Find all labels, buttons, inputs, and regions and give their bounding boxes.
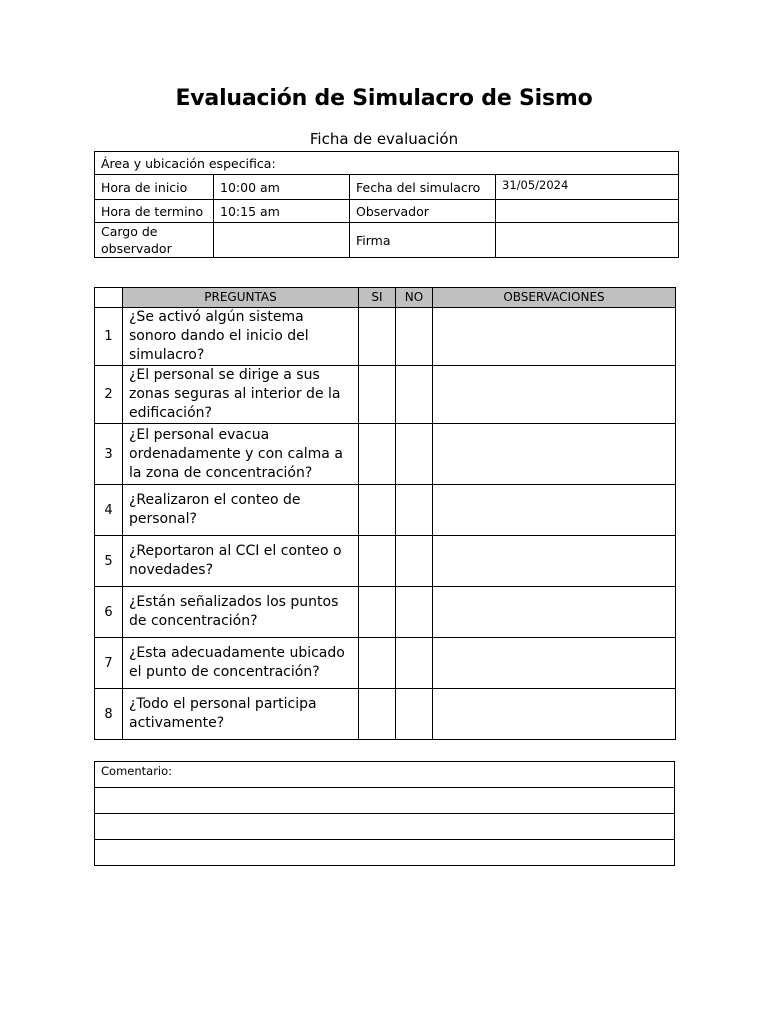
fecha-value[interactable]: 31/05/2024 xyxy=(496,175,679,200)
si-cell[interactable] xyxy=(359,424,396,485)
header-si: SI xyxy=(359,288,396,308)
question-text: ¿Reportaron al CCI el conteo o novedades? xyxy=(123,536,359,587)
question-number: 1 xyxy=(95,308,123,366)
observaciones-cell[interactable] xyxy=(433,366,676,424)
question-number: 7 xyxy=(95,638,123,689)
no-cell[interactable] xyxy=(396,689,433,740)
question-row xyxy=(95,366,676,424)
page-title: Evaluación de Simulacro de Sismo xyxy=(175,86,593,111)
observaciones-cell[interactable] xyxy=(433,638,676,689)
question-number: 2 xyxy=(95,366,123,424)
question-row xyxy=(95,485,676,536)
questions-table xyxy=(94,287,676,740)
observaciones-cell[interactable] xyxy=(433,536,676,587)
no-cell[interactable] xyxy=(396,485,433,536)
hora-termino-label: Hora de termino xyxy=(95,200,214,223)
question-text: ¿Todo el personal participa activamente? xyxy=(123,689,359,740)
firma-label: Firma xyxy=(350,223,496,258)
question-row xyxy=(95,308,676,366)
no-cell[interactable] xyxy=(396,536,433,587)
no-cell[interactable] xyxy=(396,587,433,638)
fecha-label: Fecha del simulacro xyxy=(350,175,496,200)
area-label: Área y ubicación especifica: xyxy=(95,152,679,175)
observaciones-cell[interactable] xyxy=(433,485,676,536)
question-text: ¿Realizaron el conteo de personal? xyxy=(123,485,359,536)
question-text: ¿Esta adecuadamente ubicado el punto de concentración? xyxy=(123,638,359,689)
question-number: 6 xyxy=(95,587,123,638)
observaciones-cell[interactable] xyxy=(433,689,676,740)
hora-inicio-label: Hora de inicio xyxy=(95,175,214,200)
no-cell[interactable] xyxy=(396,366,433,424)
question-number: 3 xyxy=(95,424,123,485)
cargo-value[interactable] xyxy=(214,223,350,258)
info-table xyxy=(94,151,679,258)
question-row xyxy=(95,638,676,689)
comment-label: Comentario: xyxy=(95,762,675,788)
observaciones-cell[interactable] xyxy=(433,308,676,366)
header-preguntas: PREGUNTAS xyxy=(123,288,359,308)
no-cell[interactable] xyxy=(396,424,433,485)
observaciones-cell[interactable] xyxy=(433,424,676,485)
question-row xyxy=(95,424,676,485)
question-row xyxy=(95,587,676,638)
question-text: ¿El personal evacua ordenadamente y con calma a la zona de concentración? xyxy=(123,424,359,485)
comment-line[interactable] xyxy=(95,814,675,840)
comment-line[interactable] xyxy=(95,840,675,866)
observaciones-cell[interactable] xyxy=(433,587,676,638)
si-cell[interactable] xyxy=(359,308,396,366)
question-number: 8 xyxy=(95,689,123,740)
comment-line[interactable] xyxy=(95,788,675,814)
si-cell[interactable] xyxy=(359,485,396,536)
question-text: ¿Están señalizados los puntos de concentración? xyxy=(123,587,359,638)
question-number: 5 xyxy=(95,536,123,587)
no-cell[interactable] xyxy=(396,638,433,689)
header-observaciones: OBSERVACIONES xyxy=(433,288,676,308)
page-subtitle: Ficha de evaluación xyxy=(309,130,459,148)
si-cell[interactable] xyxy=(359,366,396,424)
header-no: NO xyxy=(396,288,433,308)
comments-table xyxy=(94,761,675,866)
question-text: ¿El personal se dirige a sus zonas seguras al interior de la edificación? xyxy=(123,366,359,424)
si-cell[interactable] xyxy=(359,638,396,689)
hora-inicio-value[interactable]: 10:00 am xyxy=(214,175,350,200)
observador-label: Observador xyxy=(350,200,496,223)
si-cell[interactable] xyxy=(359,689,396,740)
question-row xyxy=(95,689,676,740)
observador-value[interactable] xyxy=(496,200,679,223)
si-cell[interactable] xyxy=(359,536,396,587)
question-text: ¿Se activó algún sistema sonoro dando el inicio del simulacro? xyxy=(123,308,359,366)
question-number: 4 xyxy=(95,485,123,536)
header-num xyxy=(95,288,123,308)
question-row xyxy=(95,536,676,587)
firma-value[interactable] xyxy=(496,223,679,258)
si-cell[interactable] xyxy=(359,587,396,638)
hora-termino-value[interactable]: 10:15 am xyxy=(214,200,350,223)
no-cell[interactable] xyxy=(396,308,433,366)
cargo-label: Cargo de observador xyxy=(95,223,214,258)
